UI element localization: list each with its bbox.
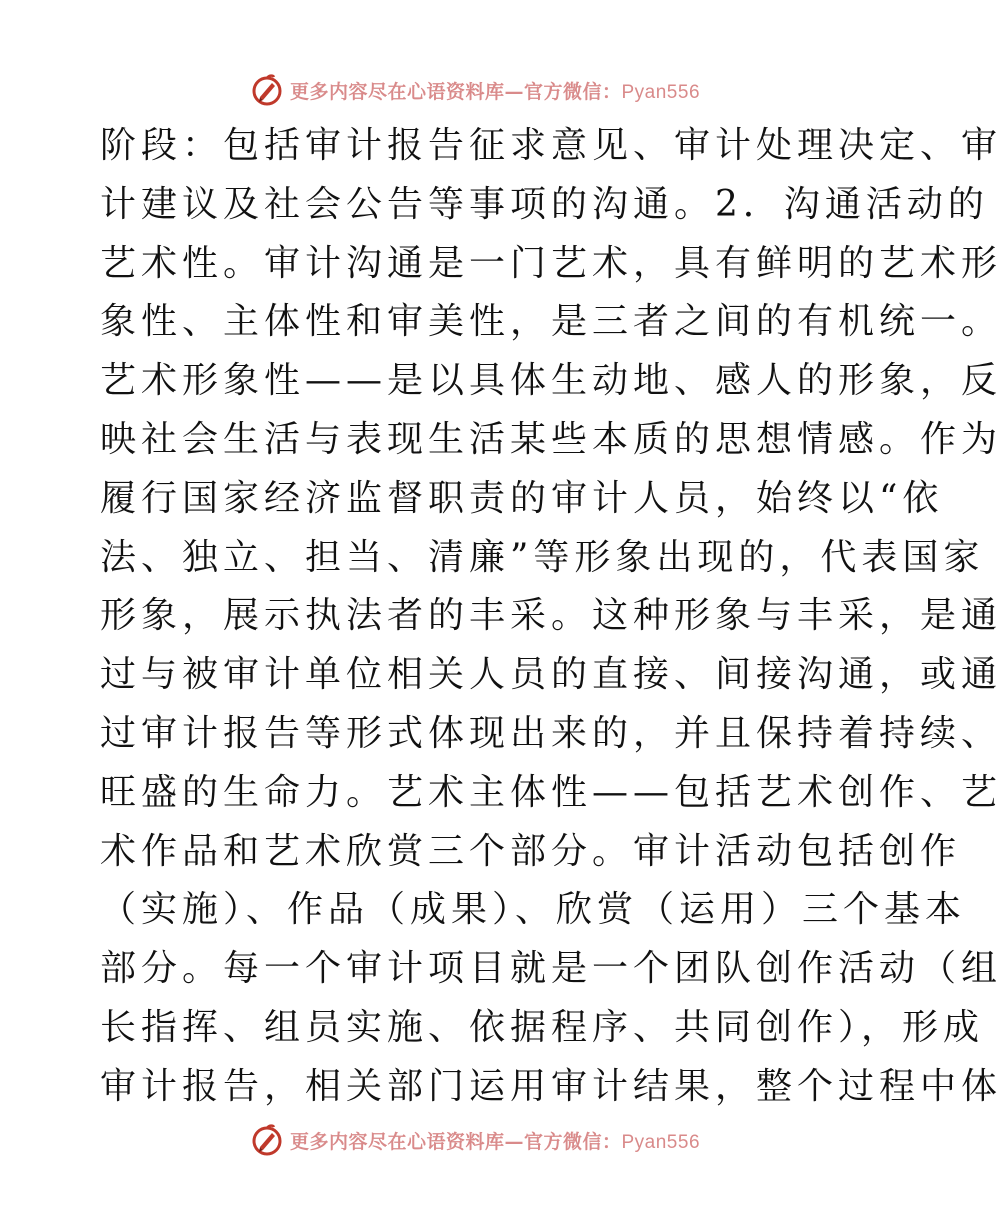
footer-brand-title: 更多内容尽在心语资料库 <box>289 1130 505 1153</box>
header-watermark <box>0 70 950 110</box>
body-line: 法、独立、担当、清廉”等形象出现的，代表国家 <box>100 536 985 578</box>
apple-pen-logo-icon <box>250 73 284 107</box>
footer-brand <box>250 1123 700 1157</box>
body-line: （实施）、作品（成果）、欣赏（运用）三个基本 <box>100 889 967 931</box>
footer-brand-separator: — <box>504 1130 524 1153</box>
header-wechat-id: Pyan556 <box>621 81 701 103</box>
body-line: 长指挥、组员实施、依据程序、共同创作），形成 <box>100 1006 985 1048</box>
footer-wechat-label: 官方微信： <box>523 1130 622 1153</box>
body-line: 履行国家经济监督职责的审计人员，始终以“依 <box>100 477 944 519</box>
header-wechat-label: 官方微信： <box>523 80 622 103</box>
apple-pen-logo-icon <box>250 1123 284 1157</box>
body-line: 术作品和艺术欣赏三个部分。审计活动包括创作 <box>100 830 962 872</box>
footer-wechat-id: Pyan556 <box>621 1131 701 1153</box>
document-body <box>100 117 1002 1117</box>
body-line: 艺术形象性——是以具体生动地、感人的形象，反 <box>100 360 1002 402</box>
body-line: 形象，展示执法者的丰采。这种形象与丰采，是通 <box>100 595 1002 637</box>
body-line: 过与被审计单位相关人员的直接、间接沟通，或通 <box>100 654 1002 696</box>
header-brand <box>250 73 700 107</box>
body-line: 部分。每一个审计项目就是一个团队创作活动（组 <box>100 948 1002 990</box>
body-line: 艺术性。审计沟通是一门艺术，具有鲜明的艺术形 <box>100 242 1002 284</box>
body-line: 审计报告，相关部门运用审计结果，整个过程中体 <box>100 1065 1002 1107</box>
body-line: 计建议及社会公告等事项的沟通。2．沟通活动的 <box>100 183 989 225</box>
header-brand-title: 更多内容尽在心语资料库 <box>289 80 505 103</box>
footer-watermark <box>0 1120 950 1160</box>
body-line: 阶段：包括审计报告征求意见、审计处理决定、审 <box>100 125 1002 166</box>
header-brand-separator: — <box>504 80 524 103</box>
body-line: 旺盛的生命力。艺术主体性——包括艺术创作、艺 <box>100 771 1002 813</box>
body-line: 映社会生活与表现生活某些本质的思想情感。作为 <box>100 418 1002 460</box>
body-line: 象性、主体性和审美性，是三者之间的有机统一。 <box>100 301 1002 343</box>
body-line: 过审计报告等形式体现出来的，并且保持着持续、 <box>100 712 1002 754</box>
